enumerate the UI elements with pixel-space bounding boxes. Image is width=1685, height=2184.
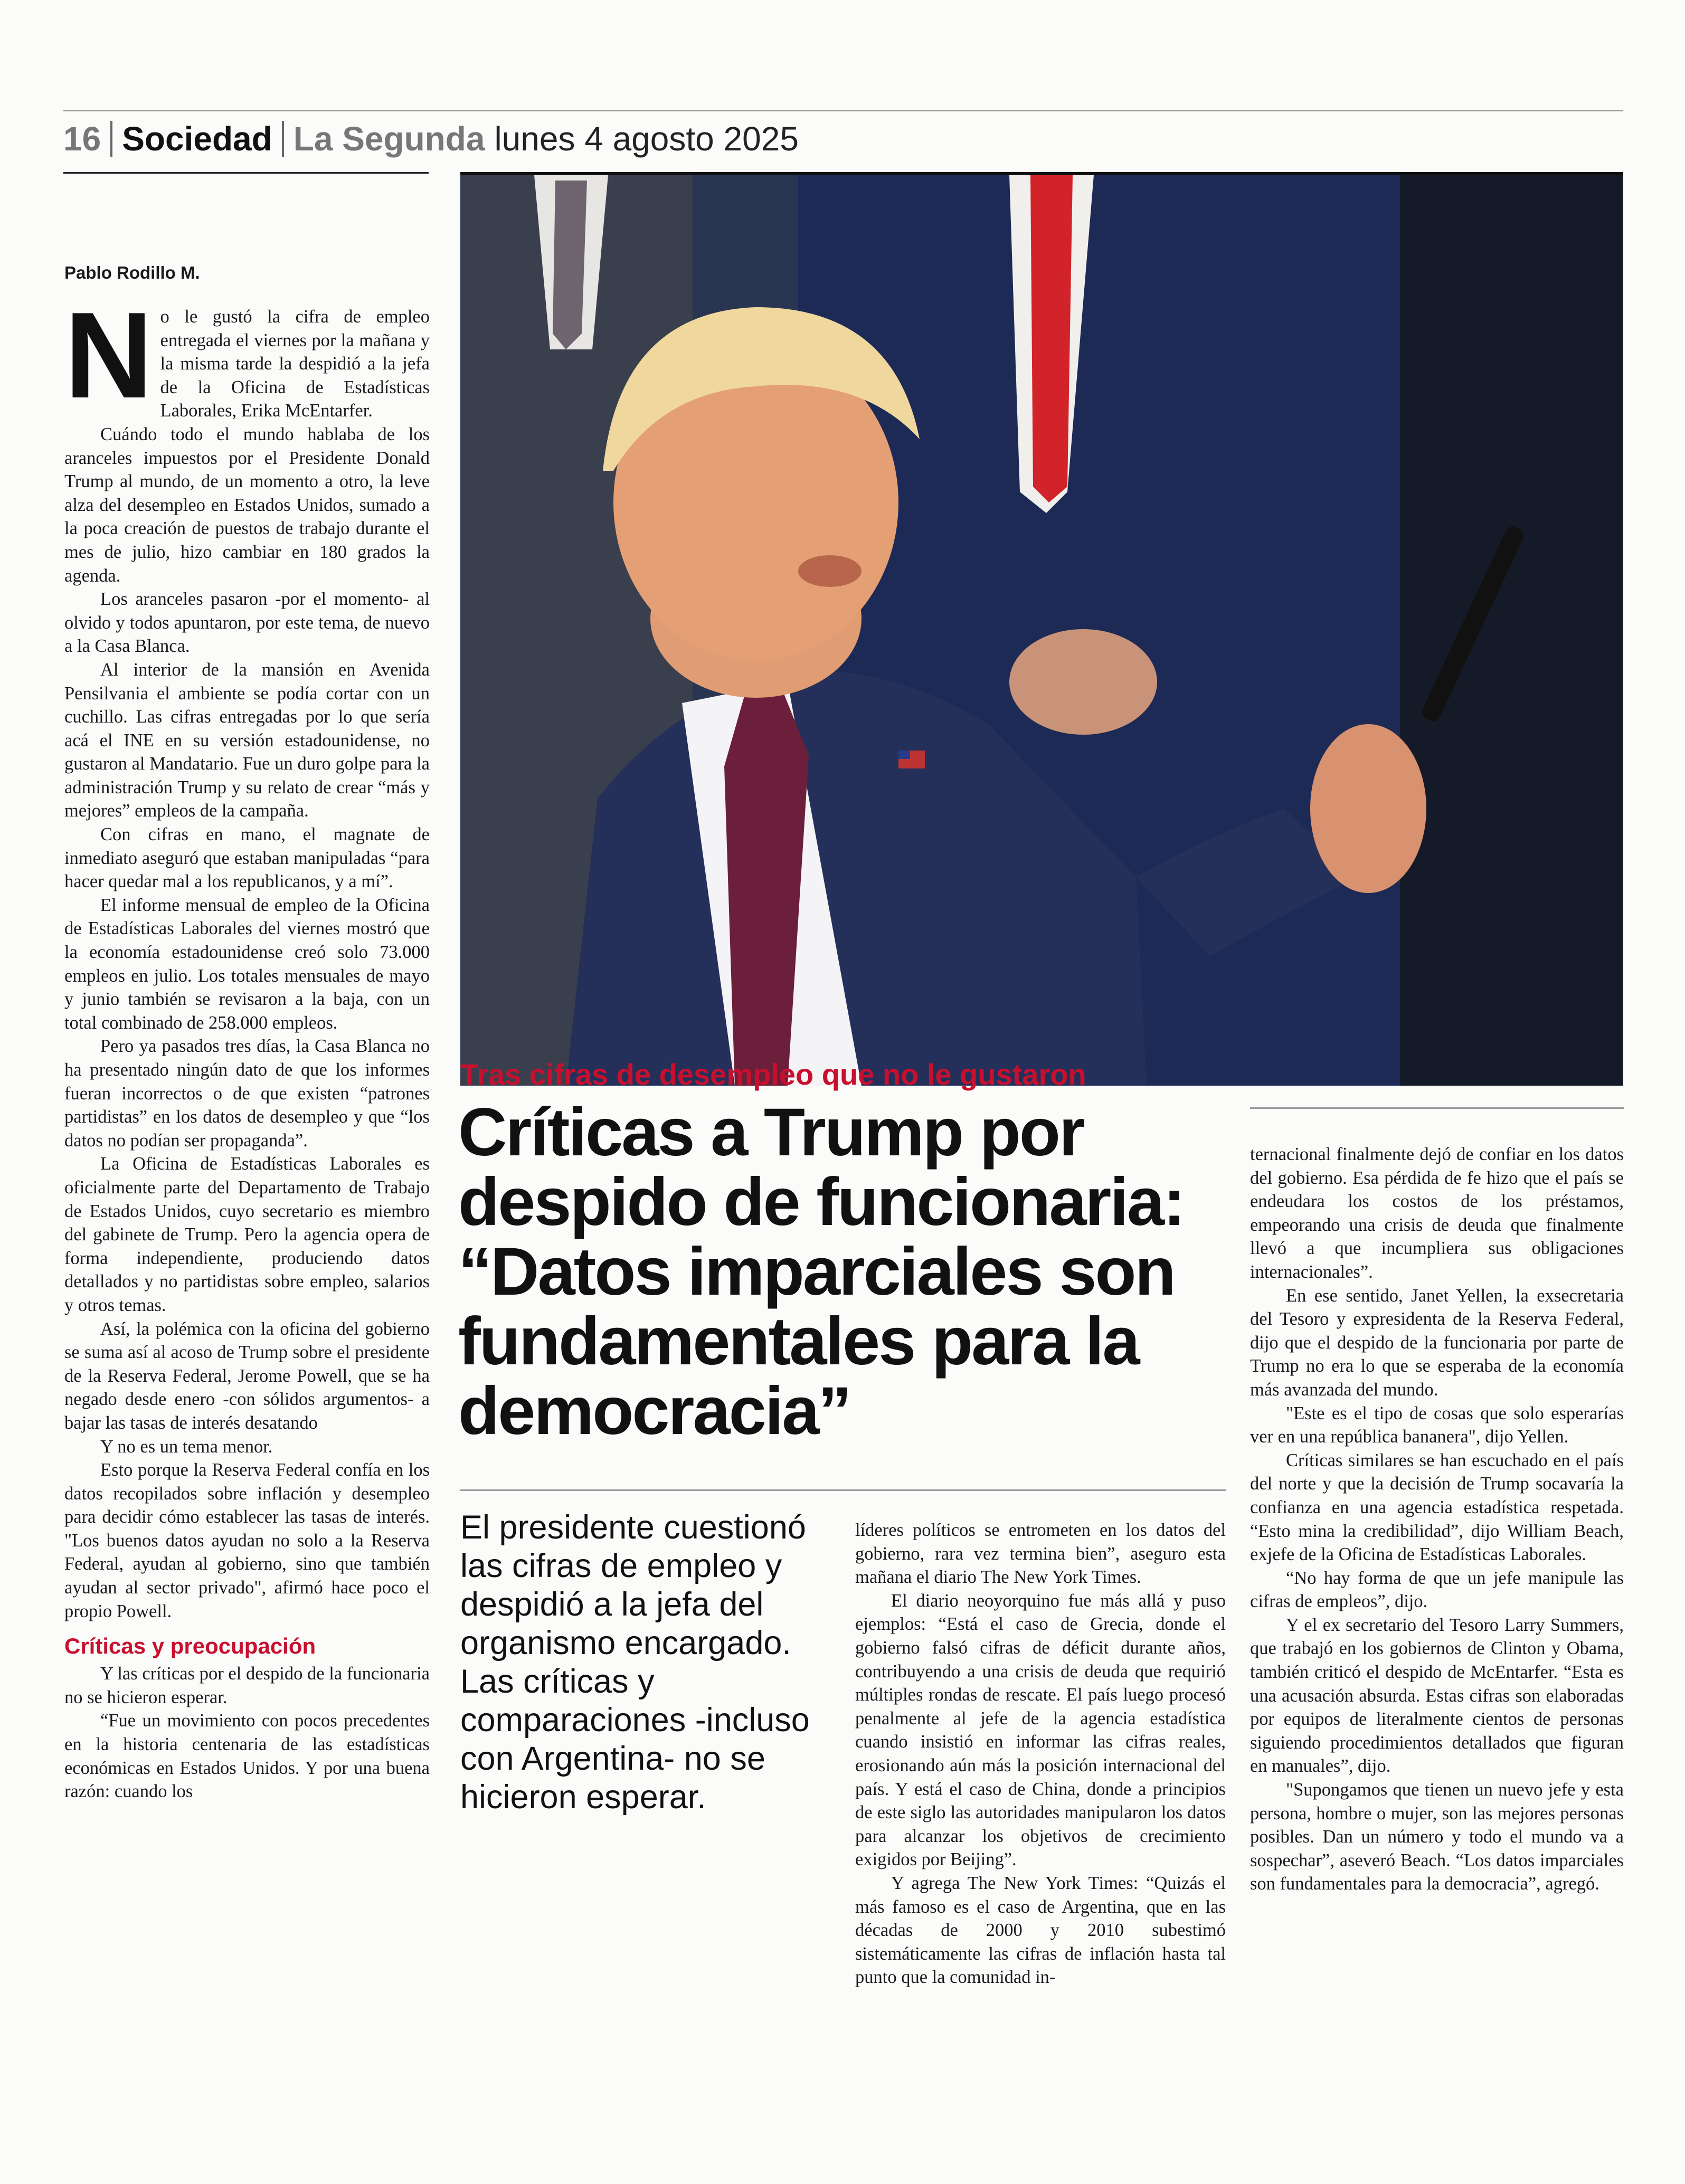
paragraph: líderes políticos se entrometen en los datos del gobierno, rara vez termina bien”, aseguro esta mañana el diario The New York Times. — [855, 1520, 1226, 1588]
newspaper-name: La Segunda — [293, 120, 485, 158]
headline-line: democracia” — [458, 1373, 850, 1449]
kicker: Tras cifras de desempleo que no le gustaron — [460, 1058, 1086, 1091]
paragraph: Con cifras en mano, el magnate de inmediato aseguró que estaban manipuladas “para hacer quedar mal a los republicanos, y a mí”. — [64, 824, 430, 892]
paragraph: ternacional finalmente dejó de confiar en los datos del gobierno. Esa pérdida de fe hizo que el país se endeudara los costos de los préstamos, empeorando una crisis de deuda que finalmente llevó a que incumpliera sus obligaciones internacionales”. — [1250, 1144, 1624, 1282]
masthead-divider — [110, 121, 112, 157]
paragraph: En ese sentido, Janet Yellen, la exsecretaria del Tesoro y expresidenta de la Reserva Federal, dijo que el despido de la funcionaria por parte de Trump no era lo que se esperaba de la economía más avanzada del mundo. — [1250, 1285, 1624, 1400]
masthead-divider — [282, 121, 284, 157]
main-photo — [460, 175, 1623, 1086]
page-number: 16 — [63, 120, 101, 158]
drop-cap: N — [64, 287, 153, 424]
headline-line: fundamentales para la — [458, 1304, 1139, 1379]
article-column-2 — [855, 1518, 1226, 1989]
masthead — [63, 115, 1623, 163]
paragraph: Y las críticas por el despido de la funcionaria no se hicieron esperar. — [64, 1664, 430, 1707]
headline-line: Críticas a Trump por — [458, 1095, 1084, 1170]
paragraph: Esto porque la Reserva Federal confía en los datos recopilados sobre inflación y desempleo para decidir cómo establecer las tasas de interés. "Los buenos datos ayudan no solo a la Reserva Federal, ayudan al gobierno, sino que también ayudan al sector privado", afirmó hace poco el propio Powell. — [64, 1460, 430, 1621]
paragraph: "Este es el tipo de cosas que solo esperarías ver en una república bananera", dijo Yellen. — [1250, 1403, 1624, 1447]
paragraph: El diario neoyorquino fue más allá y puso ejemplos: “Está el caso de Grecia, donde el gobierno falsó cifras de déficit durante años, contribuyendo a una crisis de deuda que requirió múltiples rondas de rescate. El país luego procesó penalmente al jefe de la agencia estadística cuando insistió en informar las cifras reales, erosionando aún más la posición internacional del país. Y está el caso de China, donde a principios de este siglo las autoridades manipularon los datos para alcanzar los objetivos de crecimiento exigidos por Beijing”. — [855, 1590, 1226, 1870]
masthead-bottom-rule — [63, 172, 429, 174]
paragraph: Al interior de la mansión en Avenida Pensilvania el ambiente se podía cortar con un cuchillo. Las cifras entregadas por lo que sería acá el INE en su versión estadounidense, no gustaron al Mandatario. Fue un duro golpe para la administración Trump y su relato de crear “más y mejores” empleos de la campaña. — [64, 659, 430, 821]
headline-line: despido de funcionaria: — [458, 1164, 1184, 1240]
paragraph: o le gustó la cifra de empleo entregada el viernes por la mañana y la misma tarde la despidió a la jefa de la Oficina de Estadísticas Laborales, Erika McEntarfer. — [160, 307, 430, 421]
paragraph: "Supongamos que tienen un nuevo jefe y esta persona, hombre o mujer, son las mejores personas posibles. Dan un número y todo el mundo va a sospechar”, aseveró Beach. “Los datos imparciales son fundamentales para la democracia”, agregó. — [1250, 1780, 1624, 1894]
paragraph: “No hay forma de que un jefe manipule las cifras de empleos”, dijo. — [1250, 1568, 1624, 1612]
byline: Pablo Rodillo M. — [64, 263, 200, 282]
photo-illustration — [460, 175, 1623, 1086]
paragraph: Y no es un tema menor. — [100, 1436, 273, 1457]
paragraph: “Fue un movimiento con pocos precedentes en la historia centenaria de las estadísticas económicas en Estados Unidos. Y por una buena razón: cuando los — [64, 1711, 430, 1802]
top-rule — [63, 110, 1623, 111]
article-column-1 — [64, 287, 430, 1803]
issue-date: lunes 4 agosto 2025 — [494, 120, 799, 158]
paragraph: Críticas similares se han escuchado en el país del norte y que la decisión de Trump socavaría la confianza en una agencia estadística respetada. “Esto mina la credibilidad”, dijo William Beach, exjefe de la Oficina de Estadísticas Laborales. — [1250, 1450, 1624, 1565]
paragraph: Cuándo todo el mundo hablaba de los aranceles impuestos por el Presidente Donald Trump al mundo, de un momento a otro, la leve alza del desempleo en Estados Unidos, sumado a la poca creación de puestos de trabajo durante el mes de julio, hizo cambiar en 180 grados la agenda. — [64, 424, 430, 586]
paragraph: El informe mensual de empleo de la Oficina de Estadísticas Laborales del viernes mostró que la economía estadounidense creó solo 73.000 empleos en julio. Los totales mensuales de mayo y junio también se revisaron a la baja, con un total combinado de 258.000 empleos. — [64, 895, 430, 1033]
paragraph: Así, la polémica con la oficina del gobierno se suma así al acoso de Trump sobre el presidente de la Reserva Federal, Jerome Powell, que se ha negado desde enero -con sólidos argumentos- a bajar las tasas de interés desatando — [64, 1318, 430, 1433]
article-column-3 — [1250, 1143, 1624, 1896]
column-3-top-rule — [1250, 1107, 1624, 1109]
paragraph: La Oficina de Estadísticas Laborales es oficialmente parte del Departamento de Trabajo de Estados Unidos, cuyo secretario es miembro del gabinete de Trump. Pero la agencia opera de forma independiente, produciendo datos detallados y no partidistas sobre empleo, salarios y otros temas. — [64, 1154, 430, 1315]
deck: El presidente cuestionó las cifras de empleo y despidió a la jefa del organismo encargado. Las críticas y comparaciones -incluso con Argentina- no se hicieron esperar. — [460, 1509, 810, 1816]
paragraph: Los aranceles pasaron -por el momento- al olvido y todos apuntaron, por este tema, de nuevo a la Casa Blanca. — [64, 589, 430, 657]
section-name: Sociedad — [122, 120, 272, 158]
headline-line: “Datos imparciales son — [458, 1234, 1175, 1309]
paragraph: Y el ex secretario del Tesoro Larry Summers, que trabajó en los gobiernos de Clinton y Obama, también criticó el despido de McEntarfer. “Esta es una acusación absurda. Estas cifras son elaboradas por equipos de literalmente cientos de personas siguiendo procedimientos detallados que figuran en manuales”, dijo. — [1250, 1615, 1624, 1777]
paragraph: Pero ya pasados tres días, la Casa Blanca no ha presentado ningún dato de que los informes fueran incorrectos o de que existen “patrones partidistas” en los datos de desempleo y que “los datos no podían ser propaganda”. — [64, 1036, 430, 1151]
subheading: Críticas y preocupación — [64, 1634, 316, 1659]
headline-rule — [460, 1489, 1226, 1491]
paragraph: Y agrega The New York Times: “Quizás el más famoso es el caso de Argentina, que en las décadas de 2000 y 2010 subestimó sistemáticamente las cifras de inflación hasta tal punto que la comunidad in- — [855, 1873, 1226, 1988]
headline — [458, 1095, 1239, 1449]
